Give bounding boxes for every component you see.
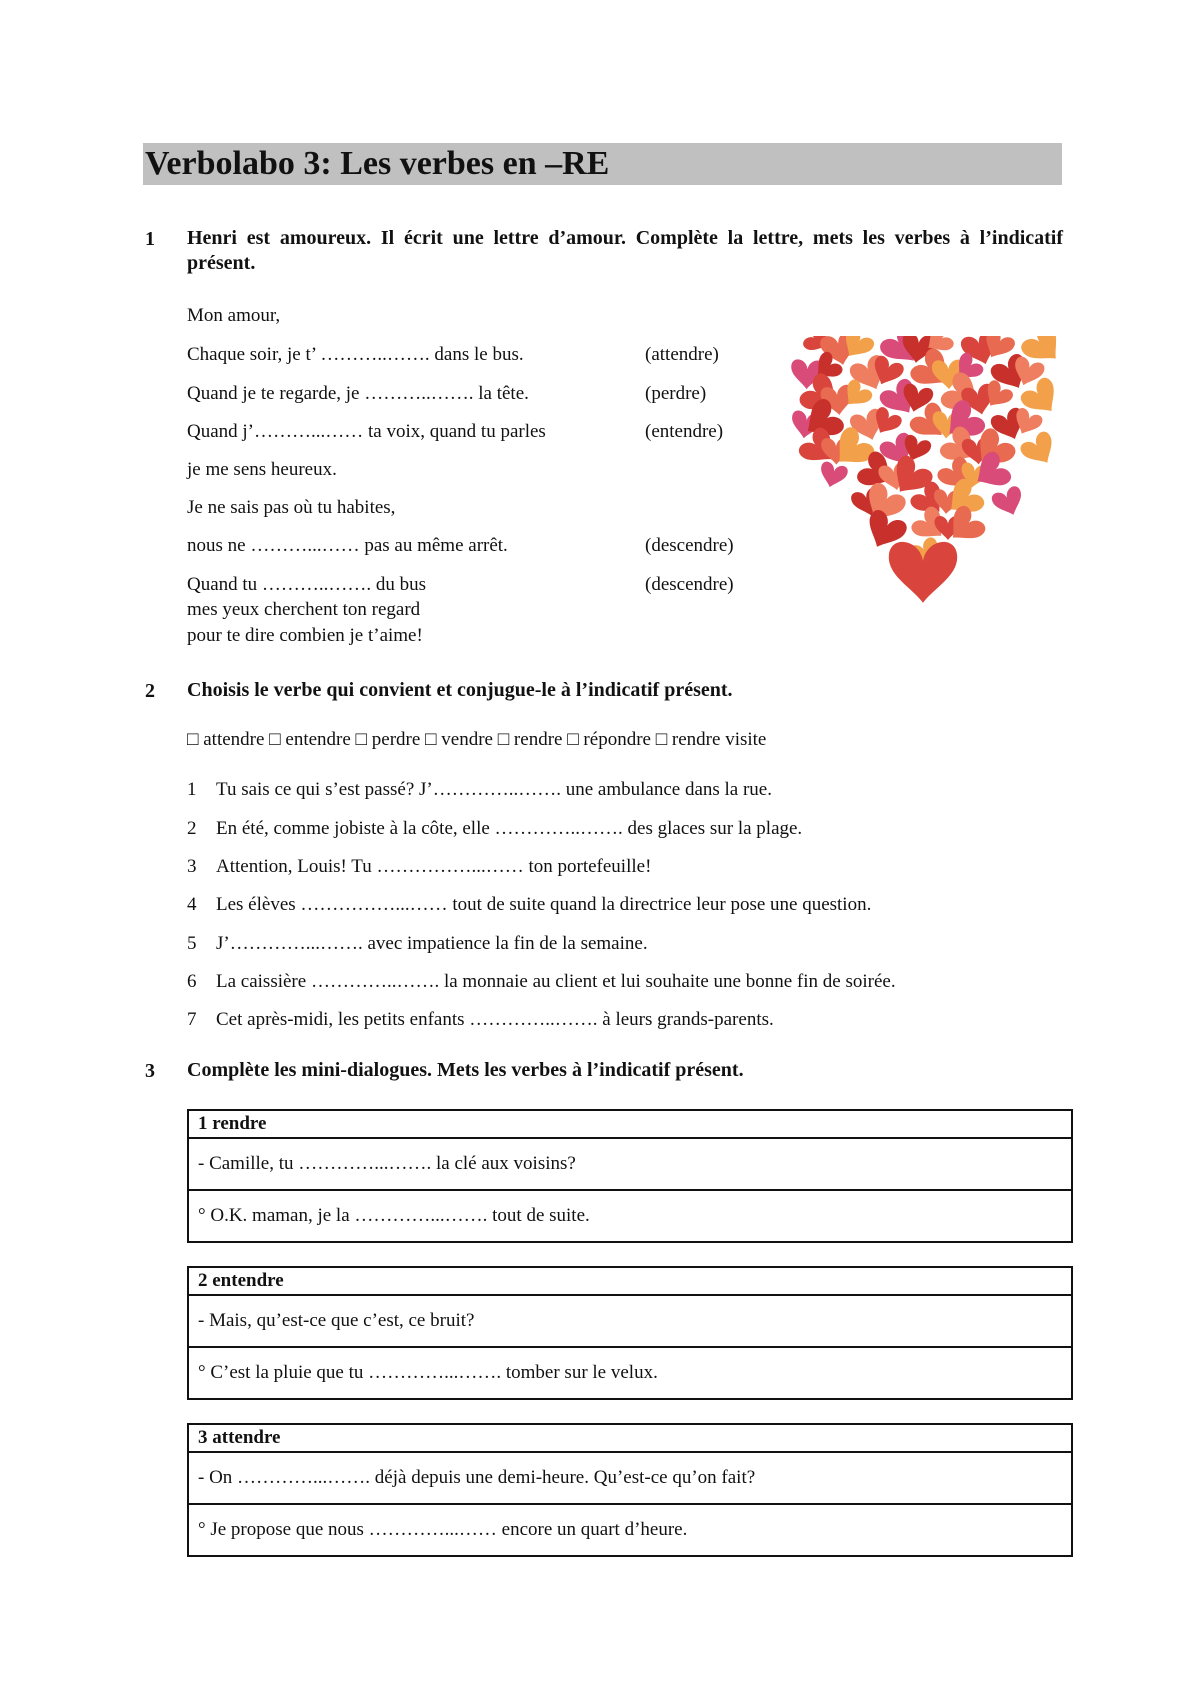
small-heart-icon xyxy=(817,460,849,490)
item-text: Les élèves ……………...…… tout de suite quand la directrice leur pose une question. xyxy=(216,894,872,915)
item-number: 6 xyxy=(187,971,197,992)
letter-line: Mon amour, xyxy=(187,305,281,326)
exercise-3-instruction: Complète les mini-dialogues. Mets les verbes à l’indicatif présent. xyxy=(187,1059,744,1081)
heart-illustration xyxy=(782,336,1064,612)
item-text: J’…………...……. avec impatience la fin de la semaine. xyxy=(216,933,648,954)
item-number: 7 xyxy=(187,1009,197,1030)
word-bank: □ attendre □ entendre □ perdre □ vendre □ rendre □ répondre □ rendre visite xyxy=(187,729,767,750)
verb-hint: (descendre) xyxy=(645,535,734,556)
dialogue-line: - On …………...……. déjà depuis une demi-heure. Qu’est-ce qu’on fait? xyxy=(189,1453,1071,1505)
letter-line: Quand tu ………..……. du bus xyxy=(187,574,427,595)
dialogue-line: - Mais, qu’est-ce que c’est, ce bruit? xyxy=(189,1296,1071,1348)
letter-line: nous ne ………...…… pas au même arrêt. xyxy=(187,535,508,556)
dialogue-line: ° C’est la pluie que tu …………...……. tomber sur le velux. xyxy=(198,1362,658,1383)
dialogue-verb: 1 rendre xyxy=(189,1111,1071,1139)
letter-line: Quand j’………...…… ta voix, quand tu parles xyxy=(187,421,546,442)
exercise-2-instruction: Choisis le verbe qui convient et conjugue-le à l’indicatif présent. xyxy=(187,679,733,701)
verb-hint: (attendre) xyxy=(645,344,719,365)
letter-line: je me sens heureux. xyxy=(187,459,337,480)
dialogue-line: ° Je propose que nous …………...…… encore un quart d’heure. xyxy=(198,1519,688,1540)
dialogue-verb: 3 attendre xyxy=(189,1425,1071,1453)
letter-line: Je ne sais pas où tu habites, xyxy=(187,497,396,518)
dialogue-box-1 xyxy=(187,1109,1073,1243)
item-text: En été, comme jobiste à la côte, elle …………..……. des glaces sur la plage. xyxy=(216,818,803,839)
exercise-3-number: 3 xyxy=(145,1060,155,1082)
dialogue-box-3 xyxy=(187,1423,1073,1557)
item-text: La caissière …………..……. la monnaie au client et lui souhaite une bonne fin de soirée. xyxy=(216,971,896,992)
verb-hint: (entendre) xyxy=(645,421,724,442)
exercise-1-number: 1 xyxy=(145,228,155,250)
item-number: 5 xyxy=(187,933,197,954)
dialogue-box-2 xyxy=(187,1266,1073,1400)
dialogue-line: - Camille, tu …………...……. la clé aux voisins? xyxy=(189,1139,1071,1191)
item-text: Tu sais ce qui s’est passé? J’…………..……. une ambulance dans la rue. xyxy=(216,779,772,800)
verb-hint: (descendre) xyxy=(645,574,734,595)
page-title: Verbolabo 3: Les verbes en –RE xyxy=(145,145,610,182)
letter-line: mes yeux cherchent ton regard xyxy=(187,599,421,620)
small-heart-icon xyxy=(1018,429,1061,471)
dialogue-verb: 2 entendre xyxy=(189,1268,1071,1296)
item-number: 2 xyxy=(187,818,197,839)
item-number: 4 xyxy=(187,894,197,915)
letter-line: Chaque soir, je t’ ………..……. dans le bus. xyxy=(187,344,524,365)
item-number: 1 xyxy=(187,779,197,800)
item-number: 3 xyxy=(187,856,197,877)
dialogue-line: ° O.K. maman, je la …………...……. tout de suite. xyxy=(198,1205,590,1226)
verb-hint: (perdre) xyxy=(645,383,707,404)
item-text: Cet après-midi, les petits enfants …………..……. à leurs grands-parents. xyxy=(216,1009,774,1030)
exercise-1-instruction: Henri est amoureux. Il écrit une lettre d’amour. Complète la lettre, mets les verbes à l’indicatif présent. xyxy=(187,227,1063,274)
letter-line: pour te dire combien je t’aime! xyxy=(187,625,423,646)
exercise-2-number: 2 xyxy=(145,680,155,702)
small-heart-icon xyxy=(990,485,1027,521)
item-text: Attention, Louis! Tu ……………...…… ton portefeuille! xyxy=(216,856,652,877)
letter-line: Quand je te regarde, je ………..……. la tête. xyxy=(187,383,529,404)
